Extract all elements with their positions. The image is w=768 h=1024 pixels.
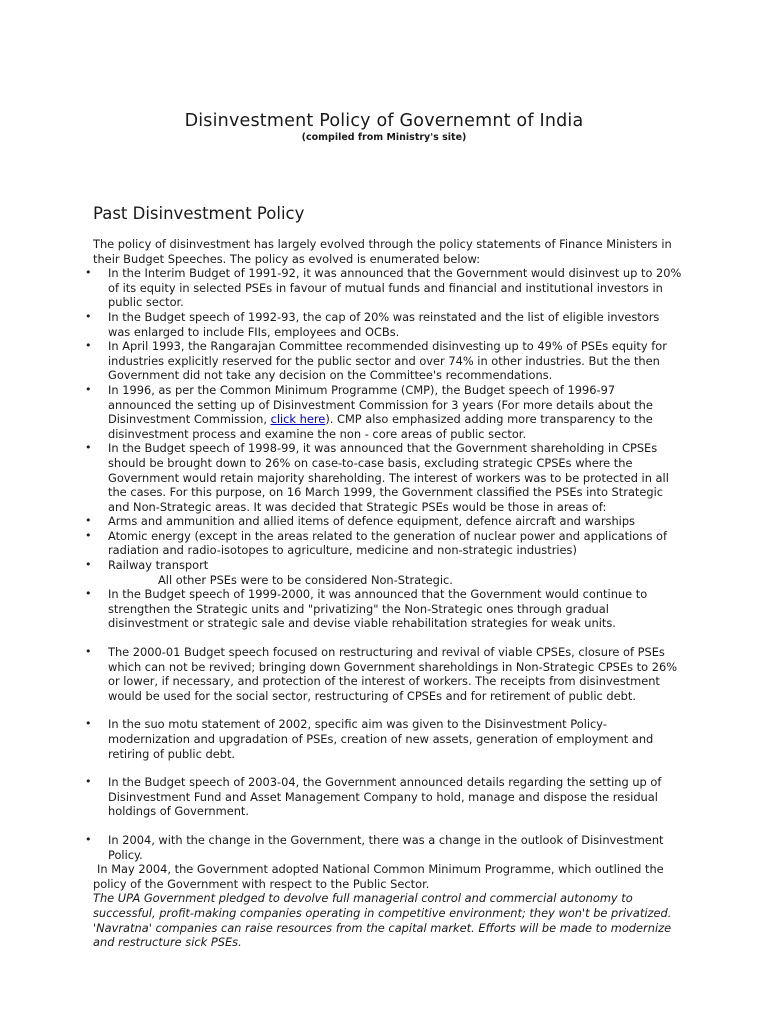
list-item: • The 2000-01 Budget speech focused on restructuring and revival of viable CPSEs, closure of PSEs which can not be revived; bringing down Government shareholdings in Non-Strategic CPSEs to 26% or lower, if necessary, and protection of the interest of workers. The receipts from disinvestment would be used for the social sector, restructuring of CPSEs and for retirement of public debt. <box>0 645 682 703</box>
list-item: • In the Budget speech of 2003-04, the Government announced details regarding the setting up of Disinvestment Fund and Asset Management Company to hold, manage and dispose the residual holdings of Government. <box>0 775 682 819</box>
list-item: • In the Interim Budget of 1991-92, it was announced that the Government would disinvest up to 20% of its equity in selected PSEs in favour of mutual funds and financial and institutional investors in public sector. <box>0 266 682 310</box>
strategic-item: • Railway transport <box>0 558 682 573</box>
policy-list <box>0 266 768 572</box>
document-subtitle: (compiled from Ministry's site) <box>301 132 467 143</box>
section-heading: Past Disinvestment Policy <box>93 204 305 223</box>
list-item: • In the Budget speech of 1998-99, it was announced that the Government shareholding in CPSEs should be brought down to 26% on case-to-case basis, excluding strategic CPSEs where the Government would retain majority shareholding. The interest of workers was to be protected in all the cases. For this purpose, on 16 March 1999, the Government classified the PSEs into Strategic and Non-Strategic areas. It was decided that Strategic PSEs would be those in areas of: <box>0 441 682 514</box>
upa-pledge-quote: The UPA Government pledged to devolve full managerial control and commercial autonomy to successful, profit-making companies operating in competitive environment; they won't be privatized. 'Navratna' companies can raise resources from the capital market. Efforts will be made to modernize and restructure sick PSEs. <box>93 891 672 950</box>
document-title: Disinvestment Policy of Governemnt of India <box>184 111 584 131</box>
strategic-item: • Atomic energy (except in the areas related to the generation of nuclear power and applications of radiation and radio-isotopes to agriculture, medicine and non-strategic industries) <box>0 529 682 558</box>
list-item <box>0 383 682 441</box>
list-item: • In 2004, with the change in the Government, there was a change in the outlook of Disinvestment Policy. <box>0 833 682 862</box>
policy-list-continued <box>0 587 768 862</box>
list-item: • In the Budget speech of 1992-93, the cap of 20% was reinstated and the list of eligible investors was enlarged to include FIIs, employees and OCBs. <box>0 310 682 339</box>
strategic-item: • Arms and ammunition and allied items of defence equipment, defence aircraft and warships <box>0 514 682 529</box>
list-item: • In the Budget speech of 1999-2000, it was announced that the Government would continue to strengthen the Strategic units and "privatizing" the Non-Strategic ones through gradual disinvestment or strategic sale and devise viable rehabilitation strategies for weak units. <box>0 587 682 631</box>
click-here-link[interactable]: click here <box>270 412 326 427</box>
may-2004-paragraph: In May 2004, the Government adopted National Common Minimum Programme, which outlined the policy of the Government with respect to the Public Sector. <box>93 862 664 891</box>
list-item-text: ). CMP also emphasized adding more transparency to the disinvestment process and examine the non - core areas of public sector. <box>108 412 653 441</box>
list-item-text: In 1996, as per the Common Minimum Programme (CMP), the Budget speech of 1996-97 announced the setting up of Disinvestment Commission for 3 years (For more details about the Disinvestment Commission, <box>108 382 653 427</box>
document-body <box>0 237 768 950</box>
non-strategic-note: All other PSEs were to be considered Non-Strategic. <box>158 572 453 587</box>
intro-paragraph: The policy of disinvestment has largely evolved through the policy statements of Finance Ministers in their Budget Speeches. The policy as evolved is enumerated below: <box>93 237 672 266</box>
list-item: • In April 1993, the Rangarajan Committee recommended disinvesting up to 49% of PSEs equity for industries explicitly reserved for the public sector and over 74% in other industries. But the then Government did not take any decision on the Committee's recommendations. <box>0 339 682 383</box>
list-item: • In the suo motu statement of 2002, specific aim was given to the Disinvestment Policy- modernization and upgradation of PSEs, creation of new assets, generation of employment and retiring of public debt. <box>0 717 682 761</box>
